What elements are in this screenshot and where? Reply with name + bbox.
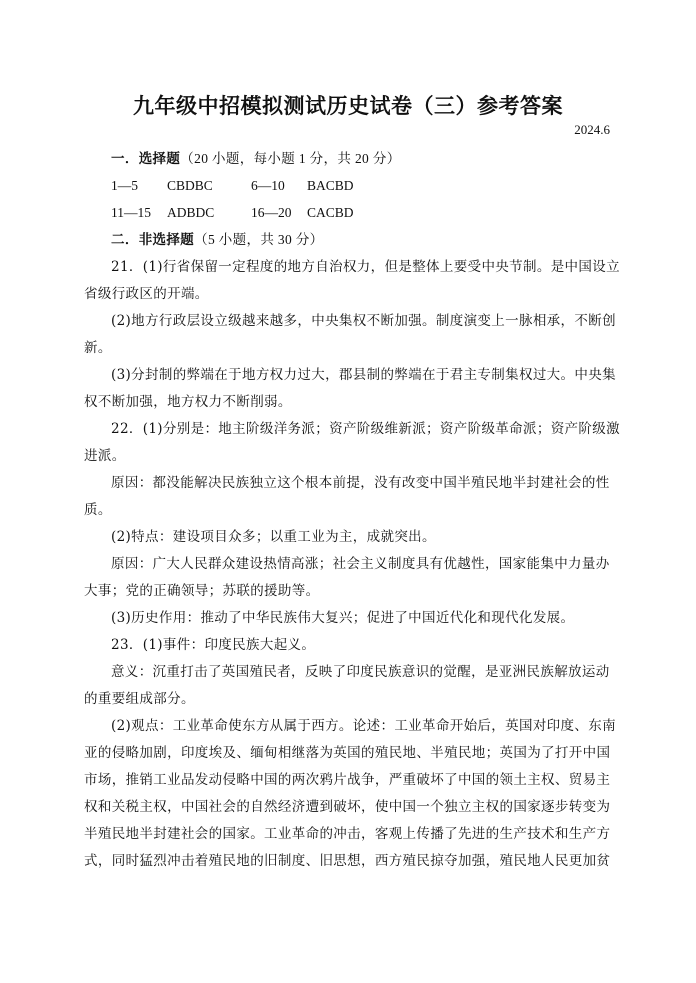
- answer-text-line: 的重要组成部分。: [84, 691, 195, 707]
- section1-note: （20 小题，每小题 1 分，共 20 分）: [180, 151, 401, 166]
- answer-text-line: 式，同时猛烈冲击着殖民地的旧制度、旧思想，西方殖民掠夺加强，殖民地人民更加贫: [84, 853, 611, 869]
- section2-heading: 二．非选择题: [111, 232, 195, 248]
- document-date: 2024.6: [574, 122, 610, 137]
- section1-heading: 一．选择题: [111, 151, 181, 167]
- answer-text-line: 权和关税主权，中国社会的自然经济遭到破坏，使中国一个独立主权的国家逐步转变为: [84, 799, 611, 815]
- answer-range: 1—5: [111, 178, 138, 193]
- answer-text-line: 原因：都没能解决民族独立这个根本前提，没有改变中国半殖民地半封建社会的性: [111, 475, 610, 491]
- answer-text-line: 原因：广大人民群众建设热情高涨；社会主义制度具有优越性，国家能集中力量办: [111, 556, 610, 572]
- answer-text-line: 权不断加强，地方权力不断削弱。: [84, 394, 292, 410]
- answer-key: ADBDC: [167, 205, 215, 220]
- answer-key: BACBD: [307, 178, 354, 193]
- answer-text-line: (2)观点：工业革命使东方从属于西方。论述：工业革命开始后，英国对印度、东南: [111, 718, 616, 734]
- answer-text-line: 新。: [84, 340, 112, 356]
- answer-text-line: 大事；党的正确领导；苏联的援助等。: [84, 583, 320, 599]
- section2-note: （5 小题，共 30 分）: [194, 232, 324, 247]
- answer-range: 6—10: [251, 178, 285, 193]
- page-title: 九年级中招模拟测试历史试卷（三）参考答案: [133, 94, 563, 118]
- answer-text-line: 半殖民地半封建社会的国家。工业革命的冲击，客观上传播了先进的生产技术和生产方: [84, 826, 611, 842]
- answer-text-line: 21．(1)行省保留一定程度的地方自治权力，但是整体上要受中央节制。是中国设立: [111, 259, 620, 275]
- answer-text-line: (2)地方行政层设立级越来越多，中央集权不断加强。制度演变上一脉相承，不断创: [111, 313, 616, 329]
- answer-text-line: 质。: [84, 502, 112, 518]
- answer-text-line: (3)历史作用：推动了中华民族伟大复兴；促进了中国近代化和现代化发展。: [111, 610, 575, 626]
- answer-text-line: 23．(1)事件：印度民族大起义。: [111, 637, 316, 653]
- answer-text-line: 亚的侵略加剧，印度埃及、缅甸相继落为英国的殖民地、半殖民地；英国为了打开中国: [84, 745, 611, 761]
- section2-header: [111, 230, 616, 250]
- section1-header: [111, 149, 616, 169]
- answer-range: 16—20: [251, 205, 292, 220]
- answer-text-line: 省级行政区的开端。: [84, 286, 209, 302]
- answer-range: 11—15: [111, 205, 151, 220]
- answer-text-line: 22．(1)分别是：地主阶级洋务派；资产阶级维新派；资产阶级革命派；资产阶级激: [111, 421, 620, 437]
- answer-text-line: (2)特点：建设项目众多；以重工业为主，成就突出。: [111, 529, 436, 545]
- answer-text-line: (3)分封制的弊端在于地方权力过大，郡县制的弊端在于君主专制集权过大。中央集: [111, 367, 616, 383]
- answer-text-line: 意义：沉重打击了英国殖民者，反映了印度民族意识的觉醒，是亚洲民族解放运动: [111, 664, 610, 680]
- answer-key: CBDBC: [167, 178, 213, 193]
- answer-key: CACBD: [307, 205, 354, 220]
- answer-text-line: 进派。: [84, 448, 126, 464]
- answer-text-line: 市场，推销工业品发动侵略中国的两次鸦片战争，严重破坏了中国的领土主权、贸易主: [84, 772, 611, 788]
